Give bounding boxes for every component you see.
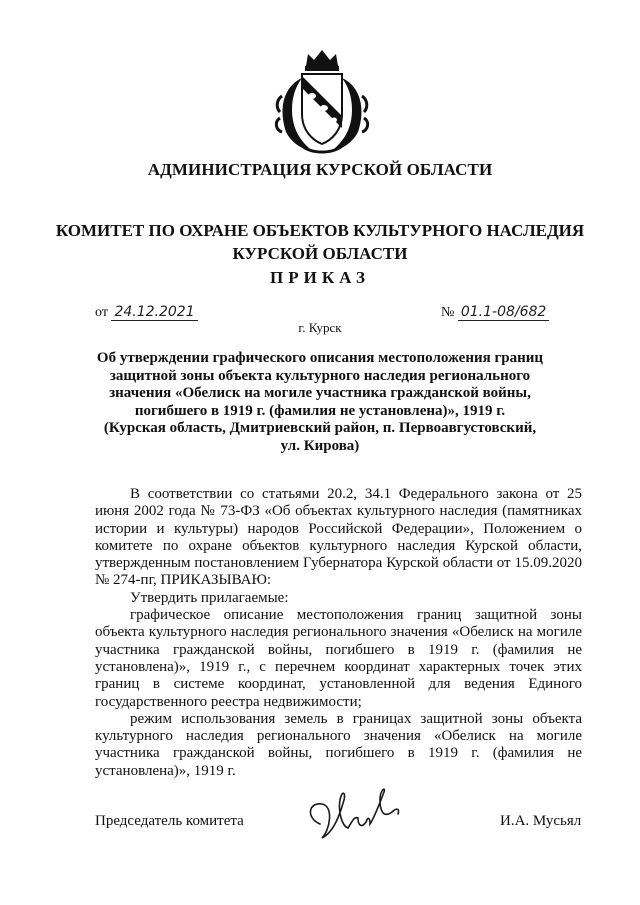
order-heading: ПРИКАЗ: [270, 268, 370, 287]
subject-line: ул. Кирова): [280, 437, 360, 454]
city-label: г. Курск: [298, 320, 342, 335]
subject-line: Об утверждении графического описания местоположения границ: [96, 350, 544, 366]
body-paragraph: графическое описание местоположения границ защитной зоны объекта культурного наследия регионального значения «Обелиск на могиле участника гражданской войны, погибшего в 1919 г. (фамилия не установлена)», 1919 г., с перечнем координат характерных точек этих границ в системе координат, установленной для ведения Единого государственного реестра недвижимости;: [95, 607, 582, 710]
committee-title: [0, 219, 640, 265]
number-prefix: №: [441, 305, 455, 320]
committee-title-line1: КОМИТЕТ ПО ОХРАНЕ ОБЪЕКТОВ КУЛЬТУРНОГО НАСЛЕДИЯ: [55, 221, 585, 240]
number-line: [441, 304, 549, 321]
date-value: 24.12.2021: [111, 304, 197, 321]
number-value: 01.1-08/682: [458, 304, 549, 321]
handwritten-signature-icon: [300, 778, 420, 848]
date-prefix: от: [95, 305, 108, 320]
body-paragraph: режим использования земель в границах защитной зоны объекта культурного наследия регионального значения «Обелиск на могиле участника гражданской войны, погибшего в 1919 г. (фамилия не установлена)», 1919 г.: [95, 710, 582, 779]
signatory-position: Председатель комитета: [95, 813, 244, 829]
order-body: [95, 486, 582, 780]
subject-line: (Курская область, Дмитриевский район, п. Первоавгустовский,: [103, 420, 537, 437]
coat-of-arms-icon: [272, 46, 372, 158]
signatory-name: И.А. Мусьял: [500, 813, 582, 829]
date-line: [95, 304, 198, 321]
subject-line: значения «Обелиск на могиле участника гражданской войны,: [109, 385, 531, 402]
subject-line: погибшего в 1919 г. (фамилия не установлена)», 1919 г.: [134, 402, 506, 419]
body-paragraph: Утвердить прилагаемые:: [130, 589, 289, 606]
order-subject: [95, 350, 545, 456]
subject-line: защитной зоны объекта культурного наследия регионального: [109, 367, 531, 384]
administration-title: АДМИНИСТРАЦИЯ КУРСКОЙ ОБЛАСТИ: [147, 160, 493, 179]
committee-title-line2: КУРСКОЙ ОБЛАСТИ: [232, 244, 408, 263]
body-paragraph: В соответствии со статьями 20.2, 34.1 Федерального закона от 25 июня 2002 года № 73-ФЗ «Об объектах культурного наследия (памятниках истории и культуры) народов Российской Федерации», Положением о комитете по охране объектов культурного наследия Курской области, утвержденным постановлением Губернатора Курской области от 15.09.2020 № 274-пг, ПРИКАЗЫВАЮ:: [95, 486, 582, 589]
